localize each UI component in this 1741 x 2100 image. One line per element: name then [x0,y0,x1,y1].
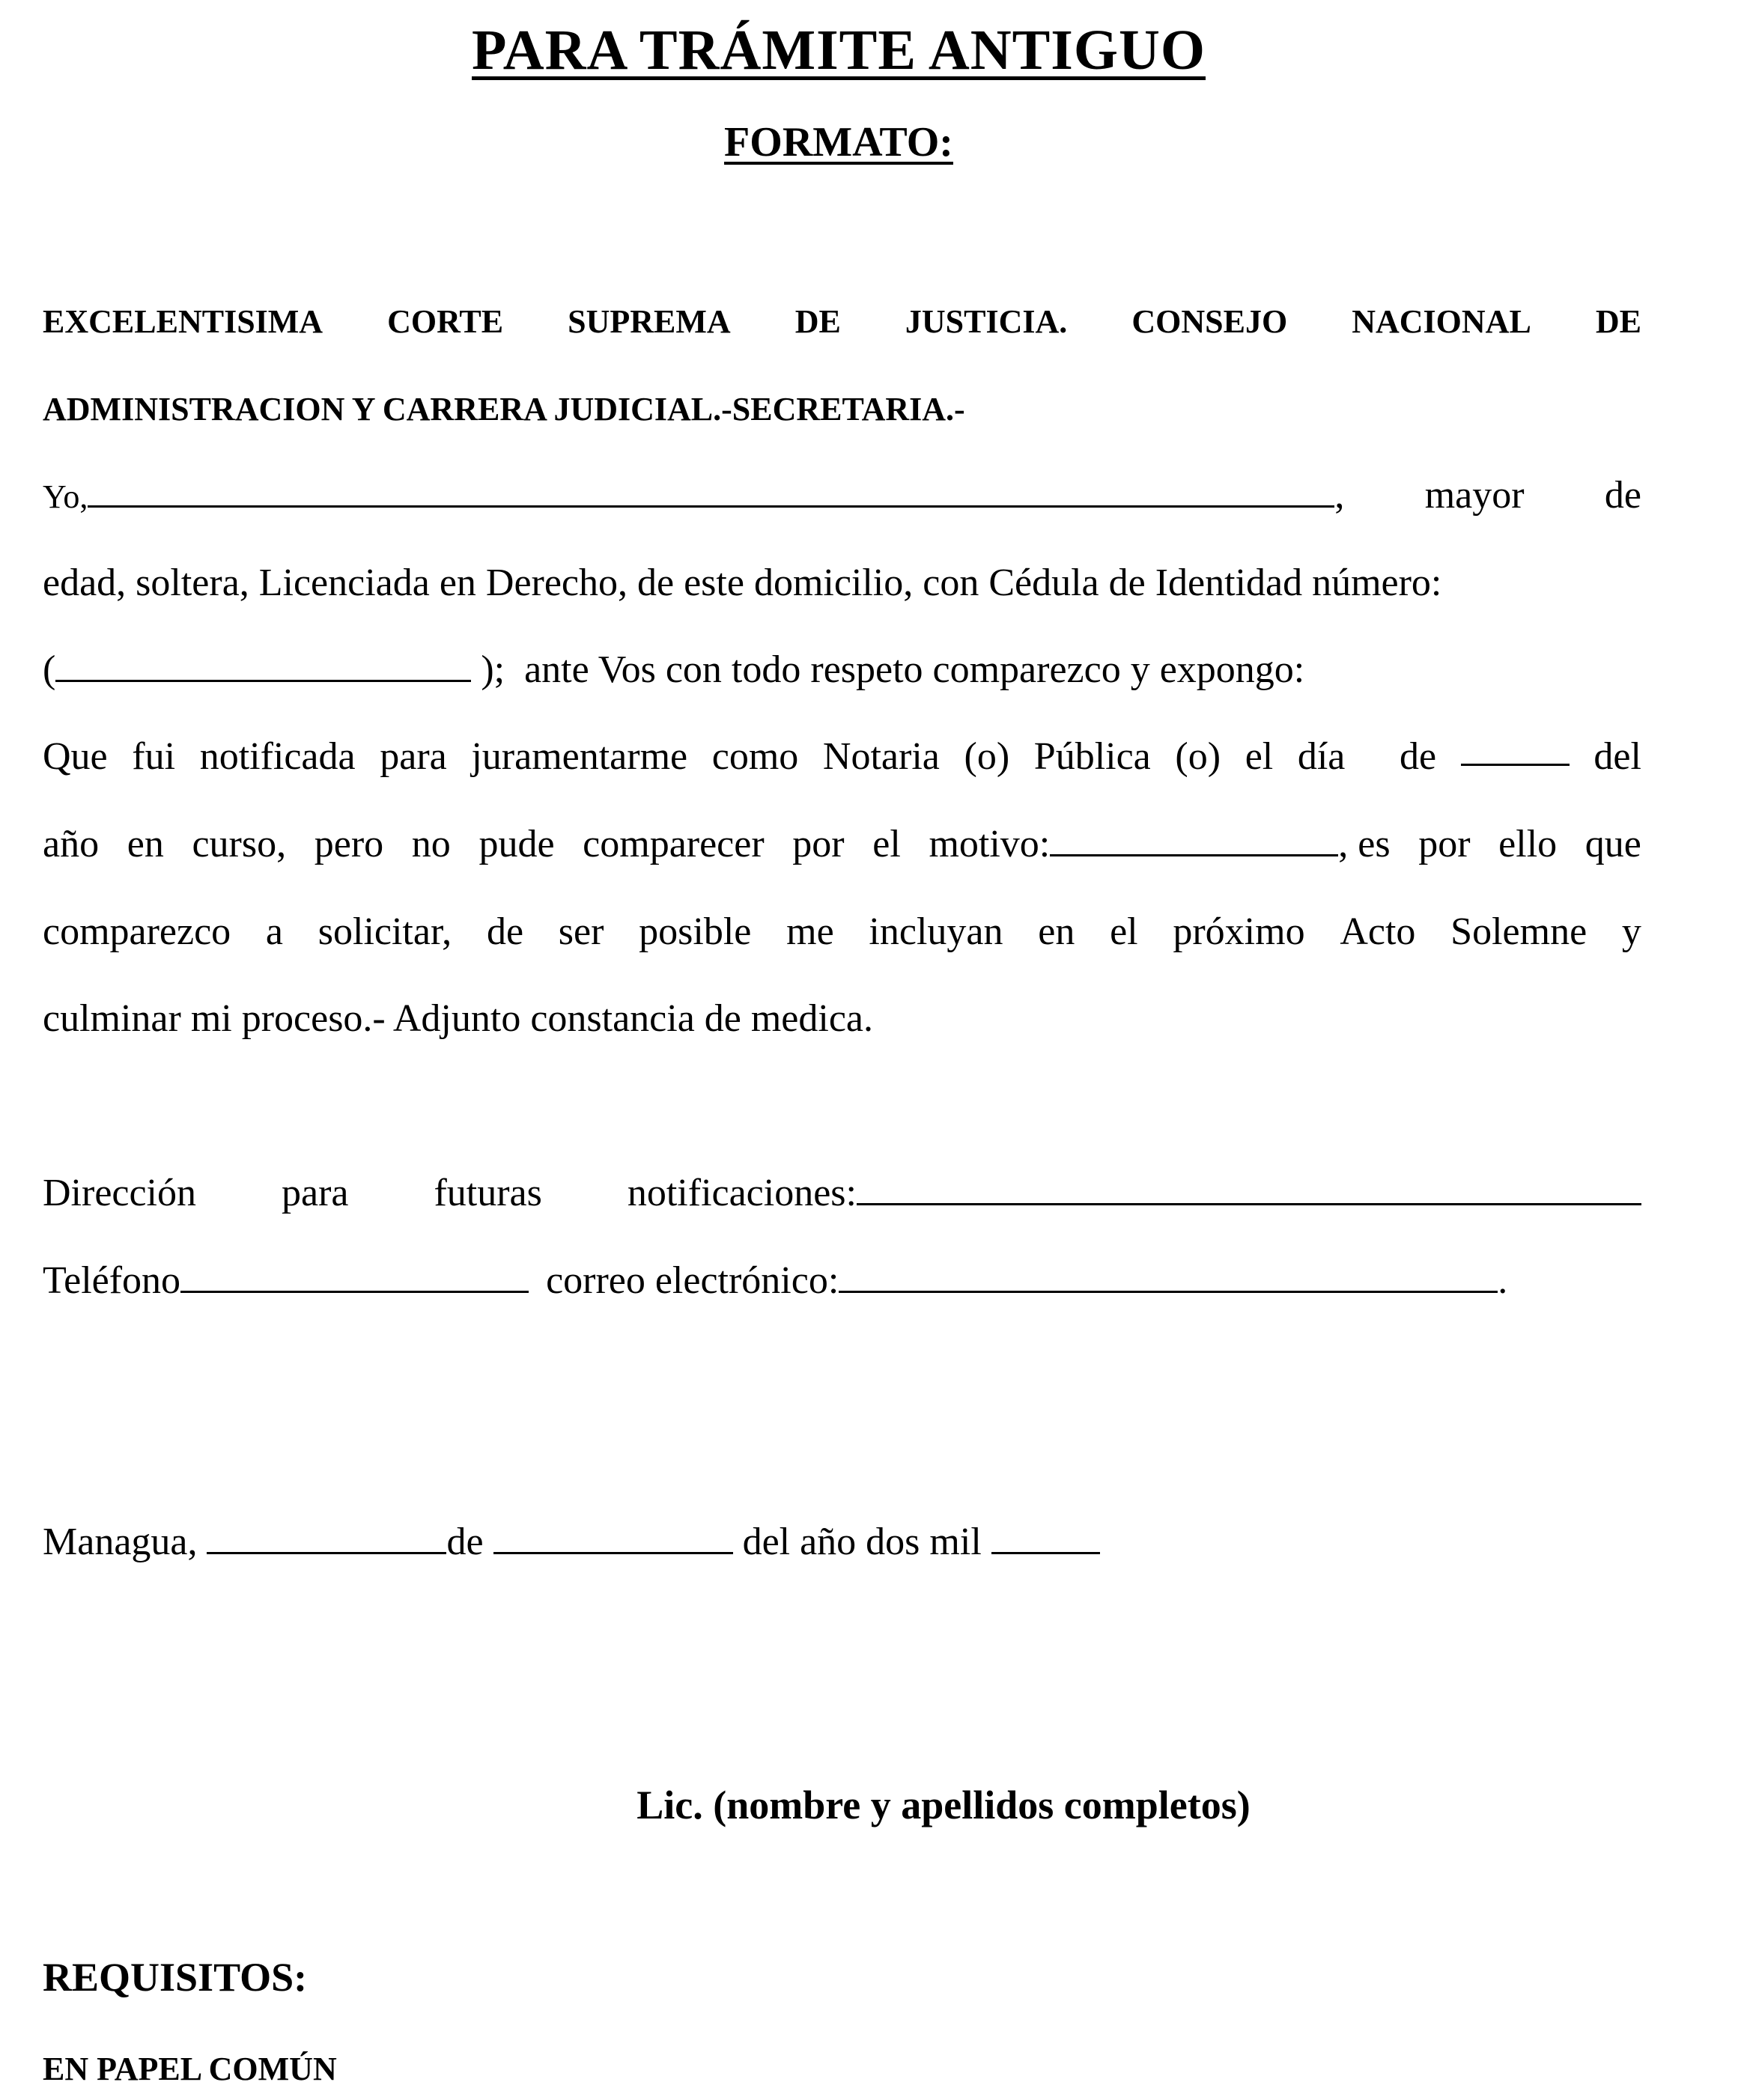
addressee-word: SUPREMA [568,303,731,340]
notified-line: Que fui notificada para juramentarme como Notaria (o) Pública (o) el día de del [43,731,1641,783]
telefono-line: Teléfono correo electrónico: . [43,1259,1508,1302]
addressee-word: EXCELENTISIMA [43,303,323,340]
correo-label: correo electrónico: [546,1259,839,1302]
year-blank[interactable] [991,1519,1100,1554]
requirements-item: EN PAPEL COMÚN [43,2051,337,2087]
month-blank[interactable] [1461,731,1570,766]
yo-word: mayor [1424,474,1525,517]
telefono-label: Teléfono [43,1259,181,1302]
addressee-line-2: ADMINISTRACION Y CARRERA JUDICIAL.-SECRETARIA.- [43,391,965,427]
motivo-blank[interactable] [1050,821,1338,856]
name-blank[interactable] [88,472,1334,508]
direccion-blank[interactable] [857,1170,1641,1205]
date-line: Managua, de del año dos mil [43,1516,1641,1568]
addressee-line-1 [43,296,1641,348]
telefono-blank[interactable] [180,1258,529,1293]
addressee-word: DE [1595,303,1641,340]
yo-word: de [1604,474,1641,517]
document-title: PARA TRÁMITE ANTIGUO [472,19,1206,82]
signature-line: Lic. (nombre y apellidos completos) [636,1783,1251,1827]
solicit-line: comparezco a solicitar, de ser posible me incluyan en el próximo Acto Solemne y [43,910,1641,953]
month-name-blank[interactable] [493,1519,733,1554]
direccion-line: Dirección para futuras notificaciones: [43,1167,1641,1220]
correo-blank[interactable] [839,1258,1498,1293]
addressee-word: NACIONAL [1352,303,1531,340]
yo-prefix: Yo, , [43,474,1345,517]
addressee-word: CONSEJO [1131,303,1288,340]
document-subtitle: FORMATO: [724,119,953,165]
requirements-heading: REQUISITOS: [43,1955,308,2000]
motivo-line: año en curso, pero no pude comparecer por el motivo: , es por ello que [43,823,1641,865]
cedula-blank[interactable] [55,647,471,682]
addressee-word: JUSTICIA. [905,303,1068,340]
cedula-line: ( ); ante Vos con todo respeto comparezco y expongo: [43,648,1305,691]
closing-line: culminar mi proceso.- Adjunto constancia de medica. [43,997,873,1040]
yo-line [43,469,1641,523]
direccion-label: notificaciones: [627,1172,857,1214]
edad-line: edad, soltera, Licenciada en Derecho, de este domicilio, con Cédula de Identidad número: [43,561,1442,604]
addressee-word: CORTE [387,303,504,340]
addressee-word: DE [794,303,841,340]
day-blank[interactable] [207,1519,446,1554]
